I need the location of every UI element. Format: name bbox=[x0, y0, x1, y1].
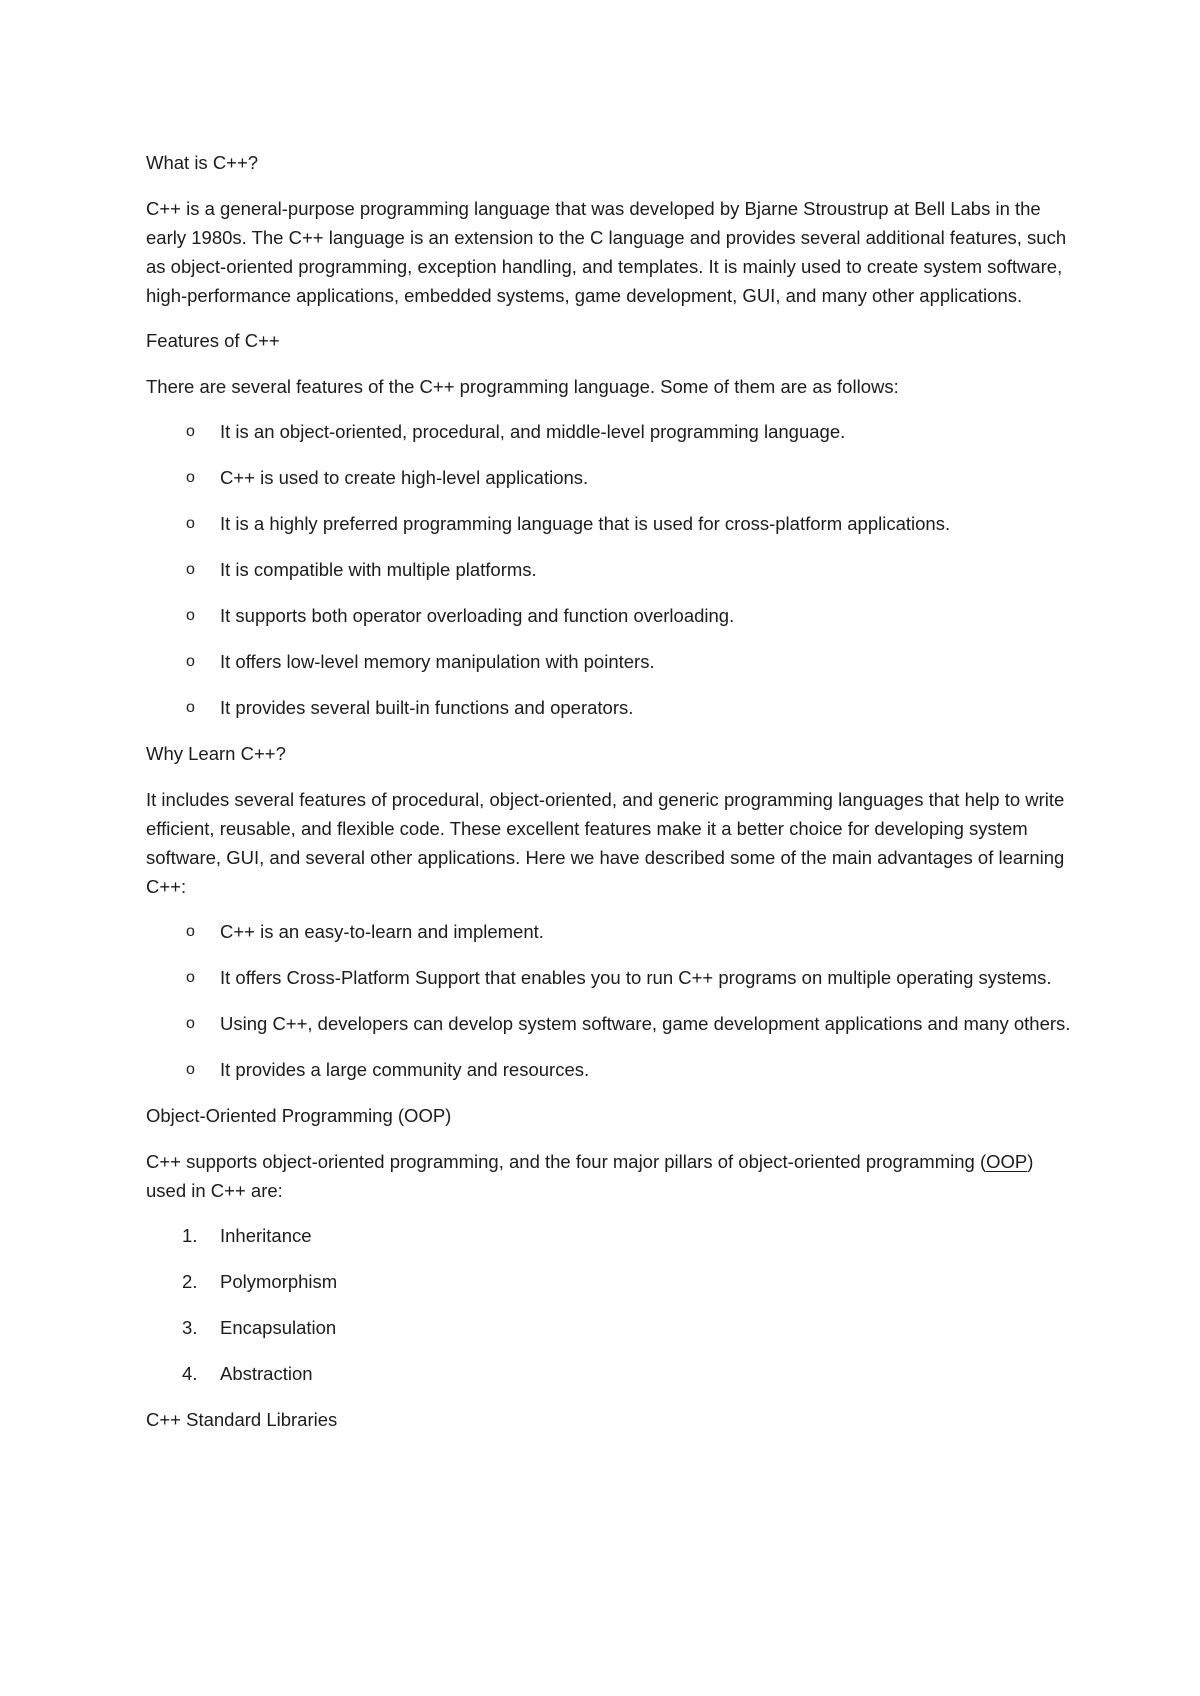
bullet-marker: o bbox=[186, 607, 195, 624]
list-item-text: It provides several built-in functions and operators. bbox=[220, 697, 634, 718]
list-item bbox=[146, 1313, 1076, 1342]
bullet-marker: o bbox=[186, 969, 195, 986]
list-item-text: Inheritance bbox=[220, 1225, 312, 1246]
list-number: 3. bbox=[182, 1317, 198, 1338]
document-page bbox=[146, 148, 1076, 1451]
list-item-text: It is an object-oriented, procedural, and middle-level programming language. bbox=[220, 421, 846, 442]
heading-why-learn: Why Learn C++? bbox=[146, 743, 286, 764]
list-item-text: C++ is an easy-to-learn and implement. bbox=[220, 921, 544, 942]
heading-oop: Object-Oriented Programming (OOP) bbox=[146, 1105, 452, 1126]
oop-abbreviation: OOP bbox=[986, 1151, 1028, 1172]
oop-pillars-list bbox=[146, 1221, 1076, 1388]
list-item bbox=[146, 509, 1076, 538]
list-item-text: It offers Cross-Platform Support that enables you to run C++ programs on multiple operating systems. bbox=[220, 967, 1052, 988]
bullet-marker: o bbox=[186, 469, 195, 486]
list-item bbox=[146, 917, 1076, 946]
list-item bbox=[146, 963, 1076, 992]
bullet-marker: o bbox=[186, 515, 195, 532]
list-number: 2. bbox=[182, 1271, 198, 1292]
bullet-marker: o bbox=[186, 1015, 195, 1032]
heading-standard-libraries: C++ Standard Libraries bbox=[146, 1409, 338, 1430]
list-item-text: It supports both operator overloading and function overloading. bbox=[220, 605, 735, 626]
list-item bbox=[146, 693, 1076, 722]
advantages-list bbox=[146, 917, 1076, 1084]
bullet-marker: o bbox=[186, 561, 195, 578]
paragraph-features-intro: There are several features of the C++ programming language. Some of them are as follows: bbox=[146, 376, 899, 397]
list-item-text: C++ is used to create high-level applications. bbox=[220, 467, 589, 488]
paragraph-what-is-cpp: C++ is a general-purpose programming language that was developed by Bjarne Stroustrup at Bell Labs in the early 1980s. The C++ language is an extension to the C language and provides several additional features, such as object-oriented programming, exception handling, and templates. It is mainly used to create system software, high-performance applications, embedded systems, game development, GUI, and many other applications. bbox=[146, 198, 1067, 306]
list-item-text: Abstraction bbox=[220, 1363, 313, 1384]
list-item-text: It is compatible with multiple platforms. bbox=[220, 559, 537, 580]
list-item-text: It provides a large community and resources. bbox=[220, 1059, 590, 1080]
bullet-marker: o bbox=[186, 423, 195, 440]
list-item bbox=[146, 555, 1076, 584]
list-item-text: Using C++, developers can develop system software, game development applications and many others. bbox=[220, 1013, 1071, 1034]
list-number: 1. bbox=[182, 1225, 198, 1246]
list-item bbox=[146, 647, 1076, 676]
bullet-marker: o bbox=[186, 699, 195, 716]
list-item bbox=[146, 1267, 1076, 1296]
list-item bbox=[146, 601, 1076, 630]
list-item-text: Encapsulation bbox=[220, 1317, 337, 1338]
bullet-marker: o bbox=[186, 923, 195, 940]
paragraph-why-learn: It includes several features of procedural, object-oriented, and generic programming languages that help to write efficient, reusable, and flexible code. These excellent features make it a better choice for developing system software, GUI, and several other applications. Here we have described some of the main advantages of learning C++: bbox=[146, 789, 1065, 897]
list-number: 4. bbox=[182, 1363, 198, 1384]
list-item bbox=[146, 1009, 1076, 1038]
heading-what-is-cpp: What is C++? bbox=[146, 152, 259, 173]
bullet-marker: o bbox=[186, 653, 195, 670]
list-item-text: It offers low-level memory manipulation with pointers. bbox=[220, 651, 655, 672]
list-item bbox=[146, 1221, 1076, 1250]
list-item bbox=[146, 463, 1076, 492]
paragraph-oop-before: C++ supports object-oriented programming, and the four major pillars of object-oriented programming ( bbox=[146, 1151, 987, 1172]
heading-features: Features of C++ bbox=[146, 330, 280, 351]
features-list bbox=[146, 417, 1076, 722]
paragraph-oop-after: ) used in C++ are: bbox=[146, 1151, 1034, 1201]
list-item bbox=[146, 1359, 1076, 1388]
bullet-marker: o bbox=[186, 1061, 195, 1078]
list-item bbox=[146, 1055, 1076, 1084]
list-item bbox=[146, 417, 1076, 446]
list-item-text: Polymorphism bbox=[220, 1271, 338, 1292]
paragraph-oop bbox=[146, 1147, 1076, 1205]
list-item-text: It is a highly preferred programming language that is used for cross-platform applications. bbox=[220, 513, 951, 534]
